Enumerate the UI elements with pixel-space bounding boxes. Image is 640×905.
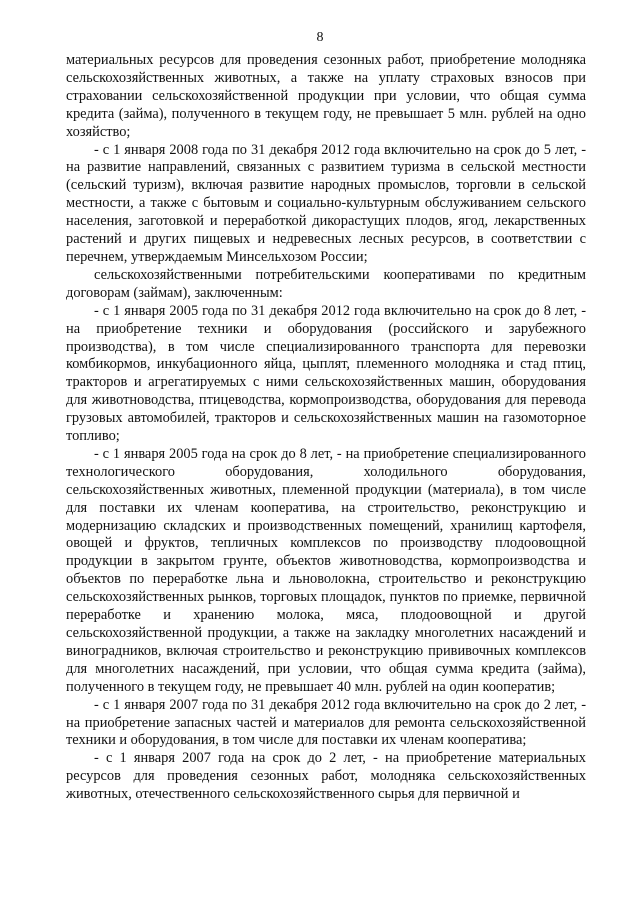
paragraph-2: - с 1 января 2008 года по 31 декабря 2012 года включительно на срок до 5 лет, - на развитие направлений, связанных с развитием туризма в сельской местности (сельский туризм), включая развитие народных промыслов, торговли в сельской местности, а также с бытовым и социально-культурным обслуживанием сельского населения, заготовкой и переработкой дикорастущих плодов, ягод, лекарственных растений и других пищевых и недревесных лесных ресурсов, в соответствии с перечнем, утверждаемым Минсельхозом России; bbox=[66, 141, 586, 265]
paragraph-3: сельскохозяйственными потребительскими кооперативами по кредитным договорам (займам), заключенным: bbox=[66, 266, 586, 301]
paragraph-7: - с 1 января 2007 года на срок до 2 лет, - на приобретение материальных ресурсов для проведения сезонных работ, молодняка сельскохозяйственных животных, отечественного сельскохозяйственного сырья для первичной и bbox=[66, 750, 586, 803]
paragraph-6: - с 1 января 2007 года по 31 декабря 2012 года включительно на срок до 2 лет, - на приобретение запасных частей и материалов для ремонта сельскохозяйственной техники и оборудования, в том числе для поставки их членам кооператива; bbox=[66, 696, 586, 749]
body-text bbox=[66, 52, 586, 804]
page-number: 8 bbox=[316, 30, 324, 45]
paragraph-4: - с 1 января 2005 года по 31 декабря 2012 года включительно на срок до 8 лет, - на приобретение техники и оборудования (российского и зарубежного производства), в том числе специализированного транспорта для перевозки комбикормов, инкубационного яйца, цыплят, племенного молодняка и стад птиц, тракторов и агрегатируемых с ними сельскохозяйственных машин, оборудования для животноводства, птицеводства, кормопроизводства, оборудования для перевода грузовых автомобилей, тракторов и сельскохозяйственных машин на газомоторное топливо; bbox=[66, 302, 586, 445]
paragraph-1: материальных ресурсов для проведения сезонных работ, приобретение молодняка сельскохозяйственных животных, а также на уплату страховых взносов при страховании сельскохозяйственной продукции при условии, что общая сумма кредита (займа), полученного в текущем году, не превышает 5 млн. рублей на одно хозяйство; bbox=[66, 52, 586, 140]
paragraph-5: - с 1 января 2005 года на срок до 8 лет, - на приобретение специализированного технологического оборудования, холодильного оборудования, сельскохозяйственных животных, племенной продукции (материала), в том числе для поставки их членам кооператива, на строительство, реконструкцию и модернизацию складских и производственных помещений, хранилищ картофеля, овощей и фруктов, тепличных комплексов по производству плодоовощной продукции в закрытом грунте, объектов животноводства, кормопроизводства и объектов по переработке льна и льноволокна, строительство и реконструкцию сельскохозяйственных рынков, торговых площадок, пунктов по приемке, первичной переработке и хранению молока, мяса, плодоовощной и другой сельскохозяйственной продукции, а также на закладку многолетних насаждений и виноградников, включая строительство и реконструкцию прививочных комплексов для многолетних насаждений, при условии, что общая сумма кредита (займа), полученного в текущем году, не превышает 40 млн. рублей на один кооператив; bbox=[66, 445, 586, 695]
